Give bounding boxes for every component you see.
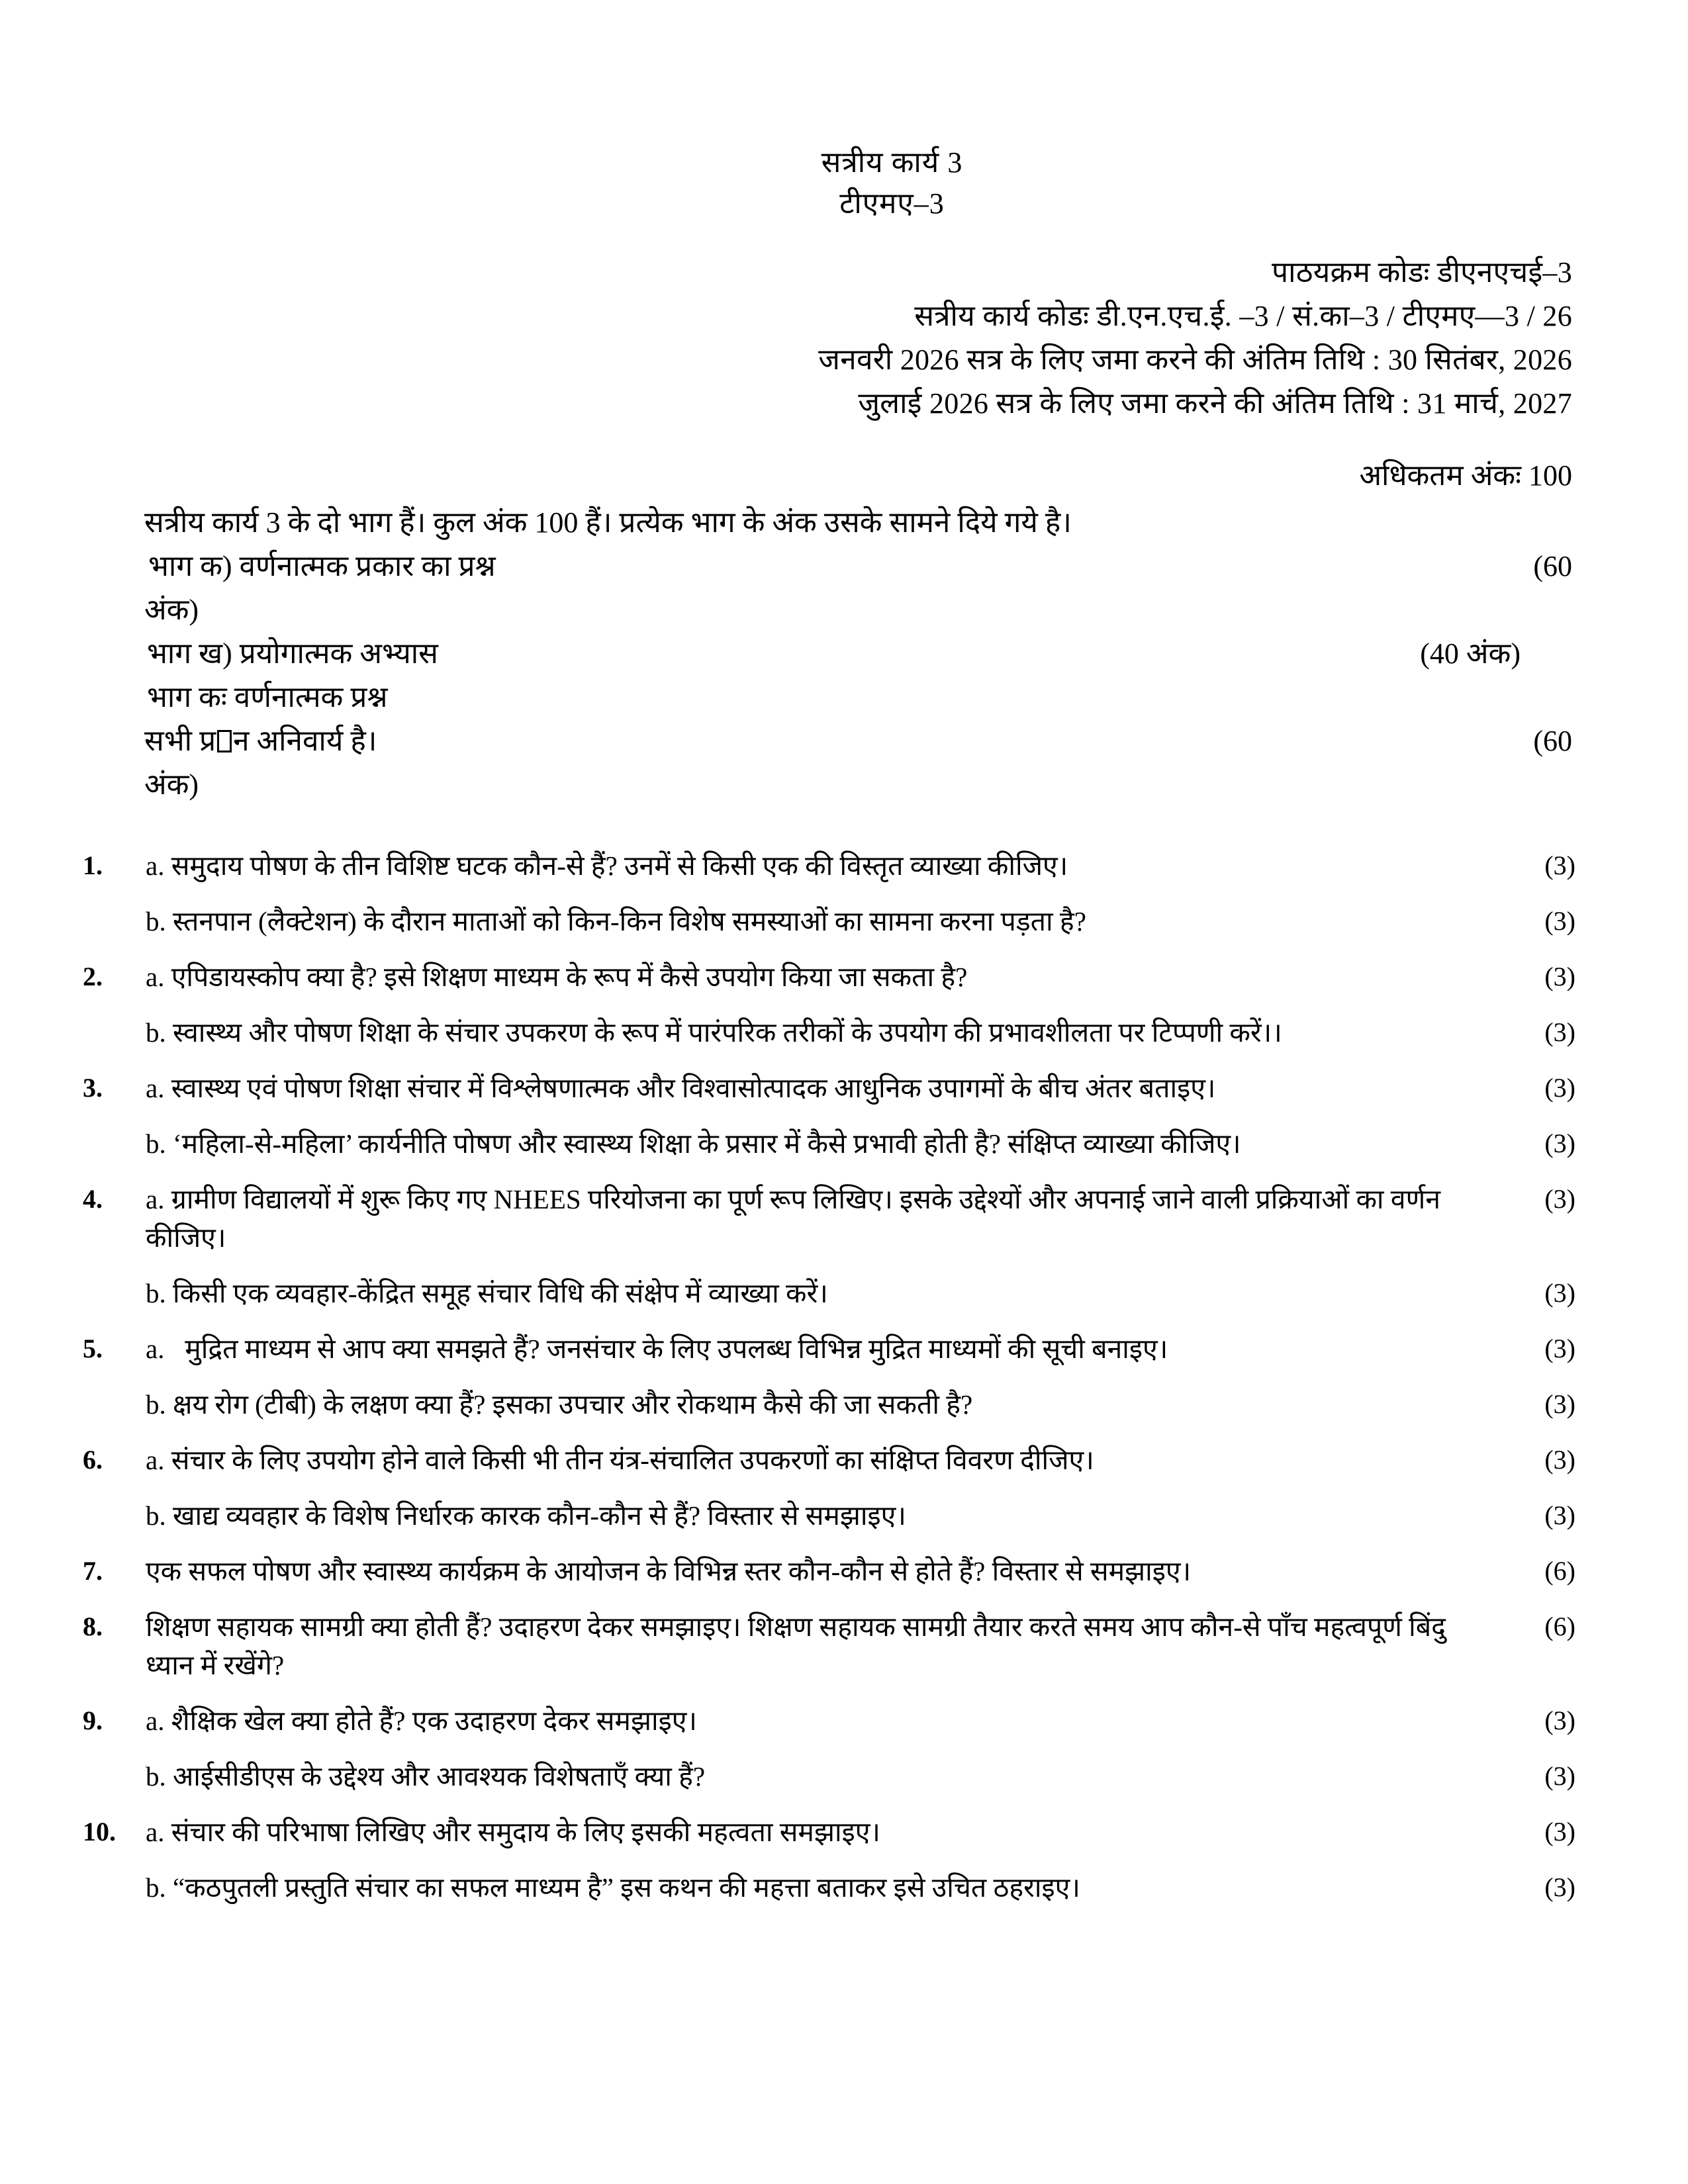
question-marks: (3) — [1544, 1334, 1575, 1363]
question-part-label: a. — [146, 1184, 171, 1214]
question-row — [83, 1552, 1575, 1590]
question-row — [83, 846, 1575, 885]
question-row — [83, 1330, 1575, 1368]
question-text: a. मुद्रित माध्यम से आप क्या समझते हैं? जनसंचार के लिए उपलब्ध विभिन्न मुद्रित माध्यमों की सूची बनाइए। — [146, 1334, 1168, 1364]
question-row — [83, 1496, 1575, 1535]
question-row — [83, 1608, 1575, 1684]
part-a-label: भाग क) वर्णनात्मक प्रकार का प्रश्न — [148, 550, 496, 582]
question-body — [146, 1180, 1497, 1257]
question-body — [146, 1124, 1497, 1163]
question-part-label: b. — [146, 1278, 173, 1308]
question-row — [83, 1813, 1575, 1851]
question-text: a. संचार के लिए उपयोग होने वाले किसी भी तीन यंत्र-संचालित उपकरणों का संक्षिप्त विवरण दीजिए। — [146, 1445, 1094, 1475]
question-marks: (3) — [1544, 1761, 1575, 1791]
question-marks: (3) — [1544, 1128, 1575, 1158]
question-marks: (3) — [1544, 1872, 1575, 1902]
question-body — [146, 902, 1497, 940]
instructions-intro: सत्रीय कार्य 3 के दो भाग हैं। कुल अंक 100 हैं। प्रत्येक भाग के अंक उसके सामने दिये गये है। — [144, 506, 1072, 539]
question-body — [146, 1013, 1497, 1052]
question-body — [146, 1608, 1497, 1684]
question-part-label: a. — [146, 850, 171, 881]
question-body — [146, 846, 1497, 885]
all-compulsory-row — [144, 719, 1572, 763]
question-part-label: a. — [146, 1073, 171, 1103]
question-body — [146, 1868, 1497, 1907]
question-row — [83, 1702, 1575, 1740]
page-title-line-1: सत्रीय कार्य 3 — [821, 146, 963, 179]
question-marks: (3) — [1544, 1389, 1575, 1419]
question-part-label: b. — [146, 1761, 173, 1792]
question-body — [146, 1441, 1497, 1479]
question-row — [83, 1274, 1575, 1312]
question-text: a. समुदाय पोषण के तीन विशिष्ट घटक कौन-से हैं? उनमें से किसी एक की विस्तृत व्याख्या कीजिए। — [146, 850, 1068, 881]
code-block — [119, 251, 1572, 426]
question-part-label: b. — [146, 1128, 173, 1159]
question-body — [146, 1069, 1497, 1107]
question-text: a. स्वास्थ्य एवं पोषण शिक्षा संचार में विश्लेषणात्मक और विश्वासोत्पादक आधुनिक उपागमों के बीच अंतर बताइए। — [146, 1073, 1216, 1103]
question-body — [146, 1702, 1497, 1740]
question-text: b. “कठपुतली प्रस्तुति संचार का सफल माध्यम है” इस कथन की महत्ता बताकर इसे उचित ठहराइए। — [146, 1872, 1080, 1903]
question-part-label: a. — [146, 1706, 171, 1736]
maximum-marks: अधिकतम अंकः 100 — [1359, 459, 1572, 492]
question-body — [146, 1496, 1497, 1535]
question-marks: (3) — [1544, 962, 1575, 991]
question-part-label: a. — [146, 1334, 185, 1364]
question-number: 5. — [83, 1334, 103, 1363]
course-code: पाठयक्रम कोडः डीएनएचई–3 — [1272, 256, 1572, 289]
question-part-label: b. — [146, 1500, 173, 1531]
question-part-label: b. — [146, 1872, 173, 1903]
question-row — [83, 958, 1575, 996]
missing-glyph-box — [217, 730, 232, 752]
question-part-label: b. — [146, 906, 173, 936]
question-marks: (6) — [1544, 1612, 1575, 1641]
part-a-marks-open: (60 — [1533, 550, 1572, 582]
question-marks: (3) — [1544, 1500, 1575, 1530]
question-text: शिक्षण सहायक सामग्री क्या होती हैं? उदाहरण देकर समझाइए। शिक्षण सहायक सामग्री तैयार करते समय आप कौन-से पाँच महत्वपूर्ण बिंदु ध्यान में रखेंगे? — [146, 1612, 1446, 1680]
question-text: a. शैक्षिक खेल क्या होते हैं? एक उदाहरण देकर समझाइए। — [146, 1706, 697, 1736]
question-text: b. खाद्य व्यवहार के विशेष निर्धारक कारक कौन-कौन से हैं? विस्तार से समझाइए। — [146, 1500, 906, 1531]
question-marks: (6) — [1544, 1556, 1575, 1586]
all-compulsory-prefix: सभी प्र — [144, 725, 216, 757]
part-b-marks: (40 अंक) — [1420, 637, 1521, 670]
question-row — [83, 1757, 1575, 1796]
question-row — [83, 1069, 1575, 1107]
question-marks: (3) — [1544, 1817, 1575, 1846]
question-marks: (3) — [1544, 1017, 1575, 1047]
question-text: b. ‘महिला-से-महिला’ कार्यनीति पोषण और स्वास्थ्य शिक्षा के प्रसार में कैसे प्रभावी होती है? संक्षिप्त व्याख्या कीजिए। — [146, 1128, 1241, 1159]
all-compulsory-suffix: न अनिवार्य है। — [233, 725, 377, 757]
part-a-row — [144, 545, 1572, 588]
question-row — [83, 902, 1575, 940]
assignment-code: सत्रीय कार्य कोडः डी.एन.एच.ई. –3 / सं.का–3 / टीएमए––3 / 26 — [914, 300, 1572, 332]
question-part-label: a. — [146, 1445, 171, 1475]
question-row — [83, 1180, 1575, 1257]
question-text: b. स्तनपान (लैक्टेशन) के दौरान माताओं को किन-किन विशेष समस्याओं का सामना करना पड़ता है? — [146, 906, 1086, 936]
question-part-label: a. — [146, 962, 171, 992]
question-marks: (3) — [1544, 906, 1575, 936]
question-number: 10. — [83, 1817, 116, 1846]
question-marks: (3) — [1544, 850, 1575, 880]
question-marks: (3) — [1544, 1706, 1575, 1735]
document-header — [0, 0, 1688, 426]
question-part-label: b. — [146, 1017, 173, 1048]
question-text: a. एपिडायस्कोप क्या है? इसे शिक्षण माध्यम के रूप में कैसे उपयोग किया जा सकता है? — [146, 962, 968, 992]
question-part-label: a. — [146, 1817, 171, 1847]
question-part-label: b. — [146, 1389, 173, 1420]
part-b-label: भाग ख) प्रयोगात्मक अभ्यास — [147, 637, 438, 670]
question-marks: (3) — [1544, 1278, 1575, 1308]
question-body — [146, 958, 1497, 996]
question-body — [146, 1552, 1497, 1590]
question-text: b. स्वास्थ्य और पोषण शिक्षा के संचार उपकरण के रूप में पारंपरिक तरीकों के उपयोग की प्रभावशीलता पर टिप्पणी करें।। — [146, 1017, 1282, 1048]
question-number: 4. — [83, 1184, 103, 1214]
question-row — [83, 1385, 1575, 1424]
question-marks: (3) — [1544, 1445, 1575, 1475]
question-marks: (3) — [1544, 1184, 1575, 1214]
questions-list — [0, 846, 1688, 1907]
question-body — [146, 1330, 1497, 1368]
question-body — [146, 1385, 1497, 1424]
question-number: 2. — [83, 962, 103, 991]
question-text: a. संचार की परिभाषा लिखिए और समुदाय के लिए इसकी महत्वता समझाइए। — [146, 1817, 880, 1847]
all-compulsory-marks-open: (60 — [1533, 725, 1572, 757]
question-number: 6. — [83, 1445, 103, 1475]
question-row — [83, 1868, 1575, 1907]
question-number: 1. — [83, 850, 103, 880]
question-row — [83, 1124, 1575, 1163]
question-row — [83, 1013, 1575, 1052]
question-text: b. किसी एक व्यवहार-केंद्रित समूह संचार विधि की संक्षेप में व्याख्या करें। — [146, 1278, 828, 1308]
question-number: 7. — [83, 1556, 103, 1586]
question-text: a. ग्रामीण विद्यालयों में शुरू किए गए NHEES परियोजना का पूर्ण रूप लिखिए। इसके उद्देश्यों और अपनाई जाने वाली प्रक्रियाओं का वर्णन कीजिए। — [146, 1184, 1440, 1253]
question-row — [83, 1441, 1575, 1479]
question-body — [146, 1757, 1497, 1796]
question-number: 3. — [83, 1073, 103, 1103]
question-text: एक सफल पोषण और स्वास्थ्य कार्यक्रम के आयोजन के विभिन्न स्तर कौन-कौन से होते हैं? विस्तार से समझाइए। — [146, 1556, 1192, 1586]
part-a-marks-close: अंक) — [144, 594, 199, 626]
due-date-january: जनवरी 2026 सत्र के लिए जमा करने की अंतिम तिथि : 30 सितंबर, 2026 — [818, 343, 1572, 376]
question-text: b. आईसीडीएस के उद्देश्य और आवश्यक विशेषताएँ क्या हैं? — [146, 1761, 706, 1792]
part-b-row — [144, 632, 1572, 676]
due-date-july: जुलाई 2026 सत्र के लिए जमा करने की अंतिम तिथि : 31 मार्च, 2027 — [858, 387, 1572, 420]
question-number: 9. — [83, 1706, 103, 1735]
page-title-line-2: टीएमए–3 — [839, 187, 945, 220]
all-compulsory-text — [144, 719, 377, 763]
instructions-block — [0, 501, 1688, 807]
question-marks: (3) — [1544, 1073, 1575, 1103]
question-body — [146, 1813, 1497, 1851]
question-text: b. क्षय रोग (टीबी) के लक्षण क्या हैं? इसका उपचार और रोकथाम कैसे की जा सकती है? — [146, 1389, 973, 1420]
all-compulsory-marks-close: अंक) — [144, 768, 199, 801]
question-body — [146, 1274, 1497, 1312]
part-a-heading: भाग कः वर्णनात्मक प्रश्न — [147, 681, 388, 713]
question-number: 8. — [83, 1612, 103, 1641]
